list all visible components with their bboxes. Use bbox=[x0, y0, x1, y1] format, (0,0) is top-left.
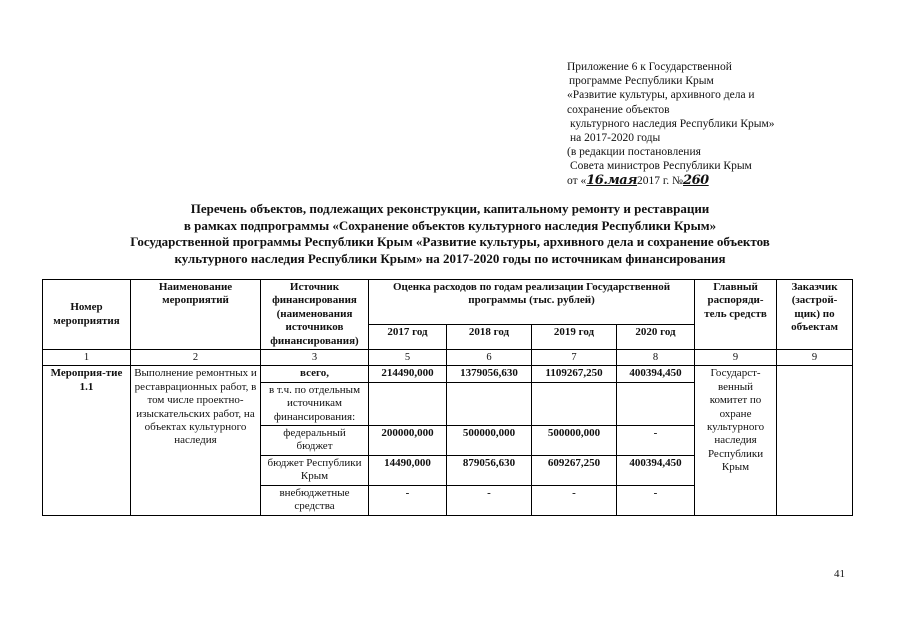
column-number: 1 bbox=[43, 350, 131, 366]
value-cell: 1109267,250 bbox=[532, 366, 617, 382]
column-number: 9 bbox=[777, 350, 853, 366]
column-number: 7 bbox=[532, 350, 617, 366]
value-cell: - bbox=[617, 485, 695, 515]
header-name: Наименование мероприятий bbox=[131, 280, 261, 350]
header-year: 2018 год bbox=[447, 325, 532, 350]
header-customer: Заказчик (застрой-щик) по объектам bbox=[777, 280, 853, 350]
annex-line: Приложение 6 к Государственной bbox=[567, 61, 732, 73]
annex-line: на 2017-2020 годы bbox=[570, 132, 661, 145]
title-line: Государственной программы Республики Крым «Развитие культуры, архивного дела и сохранение объектов bbox=[130, 234, 770, 250]
column-number: 5 bbox=[369, 350, 447, 366]
annex-line: (в редакции постановления bbox=[567, 146, 701, 159]
annex-header bbox=[567, 60, 807, 188]
funding-table bbox=[42, 279, 853, 516]
column-number: 3 bbox=[261, 350, 369, 366]
date-prefix: от « bbox=[567, 174, 587, 187]
value-cell bbox=[369, 382, 447, 425]
customer-cell bbox=[777, 366, 853, 515]
source-cell: в т.ч. по отдельным источникам финансирования: bbox=[261, 382, 369, 425]
header-year: 2019 год bbox=[532, 325, 617, 350]
column-number: 2 bbox=[131, 350, 261, 366]
value-cell: 200000,000 bbox=[369, 426, 447, 456]
value-cell: 400394,450 bbox=[617, 366, 695, 382]
annex-line: сохранение объектов bbox=[567, 103, 670, 116]
annex-line: программе Республики Крым bbox=[569, 75, 714, 88]
value-cell: - bbox=[617, 426, 695, 456]
value-cell: 400394,450 bbox=[617, 455, 695, 485]
event-number: Мероприя-тие 1.1 bbox=[43, 366, 131, 515]
source-cell: внебюджетные средства bbox=[261, 485, 369, 515]
header-year: 2020 год bbox=[617, 325, 695, 350]
header-source: Источник финансирования (наименования источников финансирования) bbox=[261, 280, 369, 350]
header-year: 2017 год bbox=[369, 325, 447, 350]
value-cell: 214490,000 bbox=[369, 366, 447, 382]
table-row bbox=[43, 366, 853, 382]
header-estimate: Оценка расходов по годам реализации Государственной программы (тыс. рублей) bbox=[369, 280, 695, 325]
value-cell: 500000,000 bbox=[532, 426, 617, 456]
date-year: 2017 г. № bbox=[637, 174, 684, 187]
value-cell bbox=[532, 382, 617, 425]
page-number: 41 bbox=[834, 568, 845, 580]
annex-line: Совета министров Республики Крым bbox=[570, 160, 752, 173]
value-cell: - bbox=[447, 485, 532, 515]
column-number: 6 bbox=[447, 350, 532, 366]
manager-cell: Государст-венный комитет по охране культурного наследия Республики Крым bbox=[695, 366, 777, 515]
value-cell bbox=[617, 382, 695, 425]
title-line: культурного наследия Республики Крым» на 2017-2020 годы по источникам финансирования bbox=[174, 250, 726, 266]
header-manager: Главный распоряди-тель средств bbox=[695, 280, 777, 350]
annex-line: «Развитие культуры, архивного дела и bbox=[567, 89, 755, 102]
title-line: в рамках подпрограммы «Сохранение объектов культурного наследия Республики Крым» bbox=[183, 217, 717, 233]
header-number: Номер мероприятия bbox=[43, 280, 131, 350]
annex-date-line bbox=[567, 174, 807, 188]
handwritten-date: 16.мая bbox=[586, 172, 637, 188]
value-cell: 14490,000 bbox=[369, 455, 447, 485]
event-name: Выполнение ремонтных и реставрационных работ, в том числе проектно-изыскательских работ, на объектах культурного наследия bbox=[131, 366, 261, 515]
document-title bbox=[60, 201, 840, 267]
value-cell: 879056,630 bbox=[447, 455, 532, 485]
column-number: 8 bbox=[617, 350, 695, 366]
column-number: 9 bbox=[695, 350, 777, 366]
value-cell: 609267,250 bbox=[532, 455, 617, 485]
value-cell: - bbox=[532, 485, 617, 515]
source-cell: всего, bbox=[261, 366, 369, 382]
value-cell: - bbox=[369, 485, 447, 515]
value-cell bbox=[447, 382, 532, 425]
annex-line: культурного наследия Республики Крым» bbox=[570, 117, 775, 130]
source-cell: бюджет Республики Крым bbox=[261, 455, 369, 485]
title-line: Перечень объектов, подлежащих реконструкции, капитальному ремонту и реставрации bbox=[190, 201, 710, 216]
value-cell: 500000,000 bbox=[447, 426, 532, 456]
source-cell: федеральный бюджет bbox=[261, 426, 369, 456]
handwritten-number: 260 bbox=[683, 172, 709, 188]
value-cell: 1379056,630 bbox=[447, 366, 532, 382]
